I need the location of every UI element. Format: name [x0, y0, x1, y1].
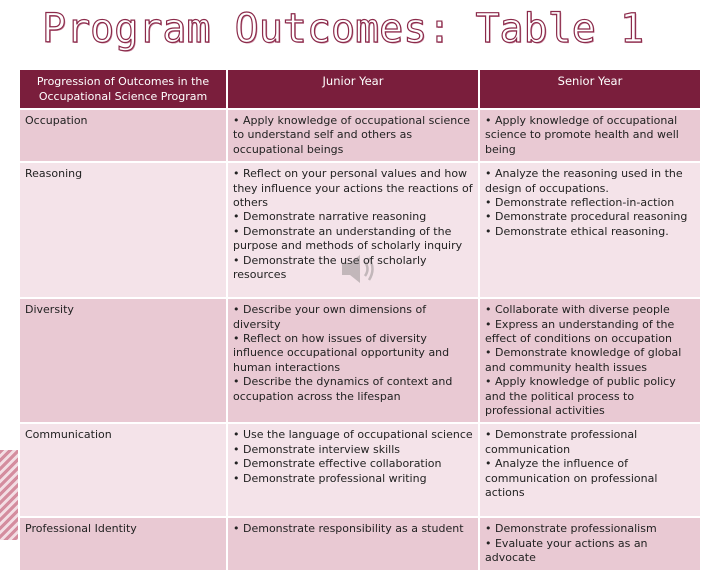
speaker-icon[interactable] — [338, 250, 378, 288]
outcome-item: • Demonstrate interview skills — [233, 442, 400, 456]
junior-cell — [227, 109, 479, 162]
header-senior-year: Senior Year — [479, 70, 701, 109]
outcome-item: • Reflect on your personal values and how they influence your actions the reactions of others — [233, 167, 473, 210]
outcome-item: • Apply knowledge of occupational science to understand self and others as occupational beings — [233, 114, 471, 156]
table-row — [20, 517, 701, 569]
table-header-row — [20, 70, 701, 109]
row-label: Occupation — [20, 109, 227, 162]
senior-cell — [479, 517, 701, 569]
outcomes-table — [20, 70, 702, 570]
senior-cell — [479, 109, 701, 162]
outcome-item: • Apply knowledge of public policy and the political process to professional activities — [485, 375, 676, 418]
senior-cell — [479, 423, 701, 517]
row-label: Professional Identity — [20, 517, 227, 569]
outcome-item: • Demonstrate ethical reasoning. — [485, 224, 669, 238]
table-row — [20, 109, 701, 162]
outcome-item: • Demonstrate an understanding of the purpose and methods of scholarly inquiry — [233, 224, 463, 253]
outcome-item: • Analyze the influence of communication on professional actions — [485, 457, 658, 500]
outcome-item: • Reflect on how issues of diversity influence occupational opportunity and human interactions — [233, 332, 450, 374]
outcome-item: • Demonstrate reflection-in-action — [485, 196, 675, 210]
outcome-item: • Use the language of occupational science — [233, 428, 473, 442]
outcome-item: • Analyze the reasoning used in the design of occupations. — [485, 167, 683, 195]
outcome-item: • Describe the dynamics of context and occupation across the lifespan — [233, 375, 453, 403]
row-label: Communication — [20, 423, 227, 517]
outcome-item: • Demonstrate responsibility as a student — [233, 522, 464, 536]
corner-decoration — [0, 450, 18, 540]
outcome-item: • Demonstrate professionalism — [485, 522, 657, 536]
junior-cell — [227, 298, 479, 423]
slide-title: Program Outcomes: Table 1 — [42, 6, 645, 52]
outcome-item: • Demonstrate professional communication — [485, 428, 638, 456]
junior-cell — [227, 423, 479, 517]
outcome-item: • Demonstrate professional writing — [233, 471, 427, 485]
senior-cell — [479, 162, 701, 298]
outcome-item: • Demonstrate the use of scholarly resources — [233, 253, 427, 282]
outcome-item: • Describe your own dimensions of diversity — [233, 303, 427, 331]
outcome-item: • Apply knowledge of occupational science to promote health and well being — [485, 114, 679, 156]
outcome-item: • Collaborate with diverse people — [485, 303, 670, 317]
row-label: Reasoning — [20, 162, 227, 298]
outcome-item: • Evaluate your actions as an advocate — [485, 536, 648, 565]
junior-cell — [227, 517, 479, 569]
outcome-item: • Demonstrate effective collaboration — [233, 457, 442, 471]
table-row — [20, 423, 701, 517]
table-row — [20, 298, 701, 423]
row-label: Diversity — [20, 298, 227, 423]
header-progression: Progression of Outcomes in the Occupational Science Program — [20, 70, 227, 109]
outcome-item: • Express an understanding of the effect of conditions on occupation — [485, 317, 675, 346]
outcome-item: • Demonstrate knowledge of global and community health issues — [485, 346, 682, 374]
outcome-item: • Demonstrate narrative reasoning — [233, 210, 427, 224]
senior-cell — [479, 298, 701, 423]
header-junior-year: Junior Year — [227, 70, 479, 109]
outcome-item: • Demonstrate procedural reasoning — [485, 210, 688, 224]
